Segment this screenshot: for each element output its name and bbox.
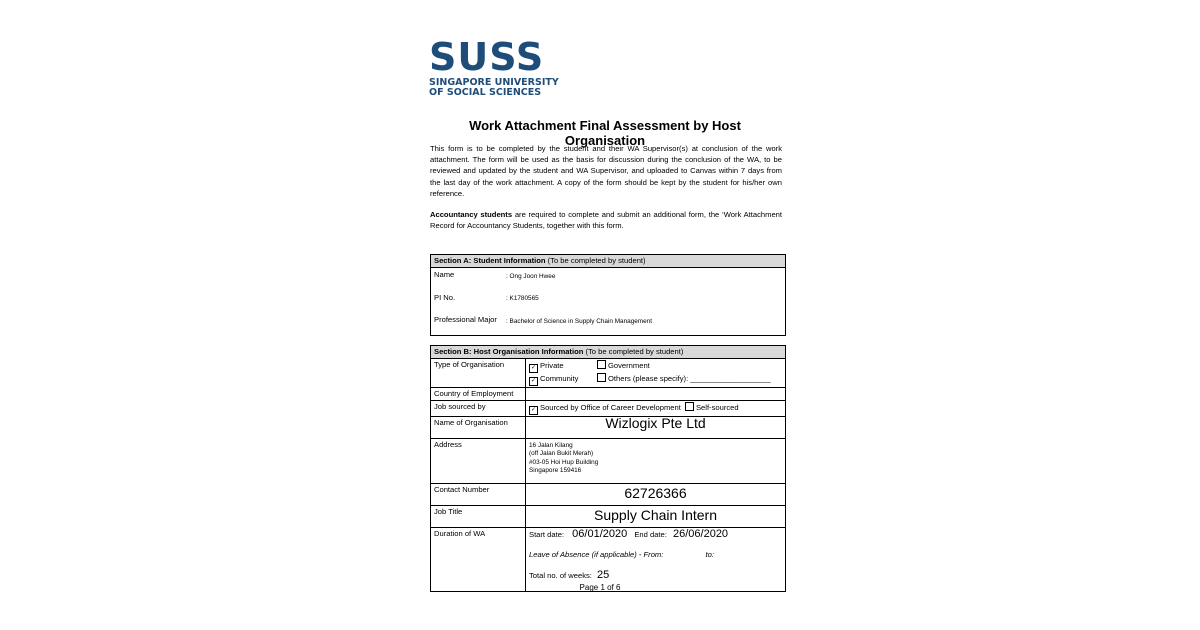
page-number: Page 1 of 6 [579, 583, 621, 592]
loa-to-label: to: [705, 550, 714, 559]
job-sourced-label: Job sourced by [431, 401, 526, 417]
name-value: : Ong Joon Hwee [506, 273, 556, 280]
accountancy-rest: are required to complete and submit an additional form, the ‘Work Attachment Record for Accountancy Students, together with this form. [430, 210, 783, 231]
ocd-checkbox[interactable]: ✓ [530, 407, 537, 413]
org-name-label: Name of Organisation [431, 417, 526, 439]
address-value[interactable] [526, 439, 786, 484]
suss-logo [429, 35, 559, 98]
address-line: (off Jalan Bukit Merah) [529, 450, 594, 458]
ocd-label: Sourced by Office of Career Development [540, 403, 681, 412]
type-label: Type of Organisation [431, 359, 526, 388]
others-checkbox[interactable] [597, 373, 606, 382]
intro-paragraph: This form is to be completed by the student and their WA Supervisor(s) at conclusion of the work attachment. The form will be used as the basis for discussion during the conclusion of the WA, to be reviewed and updated by the student and WA Supervisor, and uploaded to Canvas within 7 days from the last day of the work attachment. A copy of the form should be kept by the student for his/her own reference. [430, 144, 782, 198]
document-title: Work Attachment Final Assessment by Host Organisation [469, 118, 741, 148]
others-label: Others (please specify): ___________________ [608, 374, 771, 383]
contact-label: Contact Number [431, 484, 526, 506]
self-sourced-checkbox[interactable] [685, 402, 694, 411]
duration-block [526, 528, 786, 592]
major-value: : Bachelor of Science in Supply Chain Management [506, 318, 653, 325]
accountancy-paragraph [430, 209, 782, 231]
student-info-block [431, 268, 786, 336]
logo-wordmark: SUSS [429, 35, 545, 79]
weeks-value[interactable]: 25 [597, 569, 610, 581]
job-title-label: Job Title [431, 506, 526, 528]
government-checkbox[interactable] [597, 360, 606, 369]
private-label: Private [540, 361, 564, 370]
pi-value: : K1780565 [506, 295, 539, 302]
accountancy-bold: Accountancy students [430, 210, 513, 219]
address-line: Singapore 159416 [529, 466, 582, 474]
address-line: #03-05 Hoi Hup Building [529, 458, 599, 466]
section-b-heading: Section B: Host Organisation Information (To be completed by student) [431, 346, 786, 359]
loa-from-label: Leave of Absence (if applicable) - From: [529, 550, 664, 559]
logo-line-2: OF SOCIAL SCIENCES [429, 87, 542, 98]
private-checkbox[interactable]: ✓ [530, 365, 537, 371]
government-label: Government [608, 361, 650, 370]
start-date-value[interactable]: 06/01/2020 [572, 528, 628, 540]
job-title-value[interactable]: Supply Chain Intern [526, 506, 786, 528]
community-checkbox[interactable]: ✓ [530, 378, 537, 384]
pi-label: PI No. [434, 293, 456, 302]
contact-value[interactable]: 62726366 [526, 484, 786, 506]
section-a-heading: Section A: Student Information (To be completed by student) [431, 255, 786, 268]
duration-label: Duration of WA [431, 528, 526, 592]
country-label: Country of Employment [431, 388, 526, 401]
logo-line-1: SINGAPORE UNIVERSITY [429, 77, 559, 88]
major-label: Professional Major [434, 315, 497, 324]
end-date-value[interactable]: 26/06/2020 [673, 528, 729, 540]
end-date-label: End date: [634, 530, 667, 539]
name-label: Name [434, 270, 455, 279]
section-a-table [430, 254, 786, 336]
country-value[interactable] [526, 388, 786, 401]
address-label: Address [431, 439, 526, 484]
self-sourced-label: Self-sourced [695, 403, 739, 412]
org-name-value[interactable]: Wizlogix Pte Ltd [526, 417, 786, 439]
section-b-table [430, 345, 786, 592]
start-date-label: Start date: [529, 530, 565, 539]
community-label: Community [540, 374, 579, 383]
weeks-label: Total no. of weeks: [529, 571, 592, 580]
type-options [526, 359, 786, 388]
address-line: 16 Jalan Kilang [529, 442, 573, 449]
